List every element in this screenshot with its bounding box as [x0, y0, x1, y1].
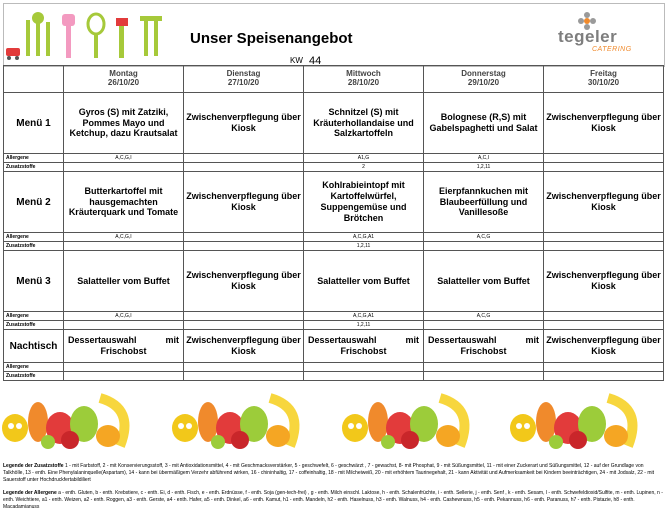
menu-row: [4, 251, 664, 312]
additive-cell: [544, 242, 664, 251]
day-header: Montag 26/10/20: [64, 66, 184, 93]
menu-row: [4, 172, 664, 233]
week-number: 44: [309, 55, 322, 67]
allergen-row: [4, 312, 664, 321]
legend: [3, 463, 663, 517]
allergen-cell: A,C,G,A1: [304, 233, 424, 242]
allergen-label: Allergene: [4, 233, 64, 242]
additive-cell: [184, 163, 304, 172]
dessert-label: Nachtisch: [4, 330, 64, 363]
dish-cell: Salatteller vom Buffet: [304, 251, 424, 312]
dessert-cell: Dessertauswahl mit Frischobst: [304, 330, 424, 363]
brand-logo: [558, 12, 664, 56]
page-title: Unser Speisenangebot: [190, 30, 353, 47]
additive-cell: 2: [304, 163, 424, 172]
allergen-label: Allergene: [4, 363, 64, 372]
week-label: KW: [290, 56, 303, 65]
additive-legend: Legende der Zusatzstoffe 1 - mit Farbstoff, 2 - mit Konservierungsstoff, 3 - mit Antioxidationsmittel, 4 - mit Geschmacksverstärker, 5 - geschwefelt, 6 - geschwärzt , 7 - gewachst, 8- mit Phosphat, 9 - mit Süßungsmittel, 11 - mit einer Zuckerart und Süßungsmittel, 12 - auf der Grundlage von Talkhölle, 13 - enth. Eine Phenylalaninquelle(Aspartam), 14 - kann bei übermäßigem Verzehr abführend wirken, 16 - chininhaltig, 17 - coffeinhaltig, 18 - mit Milcheiweiß, 20 - mit erhöhtem Taurinegehalt, 21 - kann Aktivität und Aufmerksamkeit bei Kindern beeinträchtigen, 24 - mit Jodsalz, 22 - mit Sauerstoff unter Hochdruckfertabildiliert: [3, 463, 654, 483]
additive-row: [4, 163, 664, 172]
additive-cell: [64, 242, 184, 251]
day-header-row: [4, 66, 664, 93]
allergen-cell: [184, 233, 304, 242]
additive-row: [4, 372, 664, 381]
day-header: Dienstag 27/10/20: [184, 66, 304, 93]
additive-cell: 1,2,11: [304, 242, 424, 251]
allergen-cell: A,C,G: [424, 233, 544, 242]
fruit-characters-icon: [340, 388, 490, 450]
dish-cell: Eierpfannkuchen mit Blaubeerfüllung und Vanillesoße: [424, 172, 544, 233]
menu-label: Menü 3: [4, 251, 64, 312]
dish-cell: Zwischenverpflegung über Kiosk: [544, 172, 664, 233]
dessert-cell: Zwischenverpflegung über Kiosk: [184, 330, 304, 363]
allergen-cell: [544, 233, 664, 242]
allergen-cell: [184, 312, 304, 321]
additive-label: Zusatzstoffe: [4, 163, 64, 172]
additive-label: Zusatzstoffe: [4, 321, 64, 330]
dish-cell: Zwischenverpflegung über Kiosk: [184, 93, 304, 154]
menu-label: Menü 2: [4, 172, 64, 233]
dish-cell: Gyros (S) mit Zatziki, Pommes Mayo und Ketchup, dazu Krautsalat: [64, 93, 184, 154]
dish-cell: Bolognese (R,S) mit Gabelspaghetti und Salat: [424, 93, 544, 154]
day-header: Donnerstag 29/10/20: [424, 66, 544, 93]
header: [3, 3, 665, 67]
allergen-cell: A,C,G,I: [64, 154, 184, 163]
additive-cell: [544, 321, 664, 330]
allergen-cell: A,C,G,I: [64, 233, 184, 242]
allergen-cell: A,C,I: [424, 154, 544, 163]
allergen-row: [4, 233, 664, 242]
additive-row: [4, 321, 664, 330]
corner-cell: [4, 66, 64, 93]
day-header: Mittwoch 28/10/20: [304, 66, 424, 93]
additive-cell: [424, 321, 544, 330]
dish-cell: Zwischenverpflegung über Kiosk: [184, 172, 304, 233]
dessert-cell: Zwischenverpflegung über Kiosk: [544, 330, 664, 363]
additive-label: Zusatzstoffe: [4, 242, 64, 251]
allergen-cell: A,C,G,I: [64, 312, 184, 321]
allergen-row: [4, 363, 664, 372]
additive-cell: [184, 321, 304, 330]
brand-subtitle: CATERING: [592, 46, 632, 53]
dish-cell: Salatteller vom Buffet: [424, 251, 544, 312]
additive-cell: 1,2,11: [424, 163, 544, 172]
allergen-label: Allergene: [4, 154, 64, 163]
menu-label: Menü 1: [4, 93, 64, 154]
menu-table: [3, 65, 664, 381]
fruit-characters-icon: [170, 388, 320, 450]
allergen-cell: [184, 154, 304, 163]
fruit-characters-icon: [508, 388, 658, 450]
dish-cell: Zwischenverpflegung über Kiosk: [544, 93, 664, 154]
allergen-legend: Legende der Allergene a - enth. Gluten, b - enth. Krebstiere, c - enth. Ei, d - enth. Fisch, e - enth. Erdnüsse, f - enth. Soja (gen-tech-frei) , g - enth. Milch einschl. Laktose, h - enth. Schalenfrüchte, i - enth. Sellerie, j - enth. Senf , k - enth. Sesam, l - enth. Schwefeldioxid/Sulfite, m - enth. Lupinen, n - enth. Weichtiere, a1 - enth. Weizen, a2 - enth. Roggen, a3 - enth. Gerste, a4 - enth. Hafer, a5 - enth. Dinkel, a6 - enth. Kamut, h1 - enth. Mandeln, h2 - enth. Haselnuss, h3 - enth. Walnuss, h4 - enth. Cashewnuss, h5 - enth. Pekannuss, h6 - enth. Paranuss, h7 - enth. Pistazie, h8 - enth. Macadamianuss: [3, 490, 663, 510]
allergen-cell: A1,G: [304, 154, 424, 163]
dessert-cell: Dessertauswahl mit Frischobst: [64, 330, 184, 363]
dessert-cell: Dessertauswahl mit Frischobst: [424, 330, 544, 363]
additive-cell: [184, 242, 304, 251]
additive-label: Zusatzstoffe: [4, 372, 64, 381]
allergen-cell: A,C,G,A1: [304, 312, 424, 321]
additive-cell: [64, 163, 184, 172]
additive-cell: [544, 163, 664, 172]
additive-row: [4, 242, 664, 251]
allergen-cell: [544, 312, 664, 321]
fruit-characters-icon: [0, 388, 150, 450]
dish-cell: Zwischenverpflegung über Kiosk: [544, 251, 664, 312]
allergen-cell: [544, 154, 664, 163]
menu-row: [4, 93, 664, 154]
allergen-cell: A,C,G: [424, 312, 544, 321]
additive-cell: [64, 321, 184, 330]
brand-name: tegeler: [558, 27, 618, 46]
dish-cell: Butterkartoffel mit hausgemachten Kräuterquark und Tomate: [64, 172, 184, 233]
dish-cell: Kohlrabieintopf mit Kartoffelwürfel, Suppengemüse und Brötchen: [304, 172, 424, 233]
day-header: Freitag 30/10/20: [544, 66, 664, 93]
additive-cell: 1,2,11: [304, 321, 424, 330]
allergen-label: Allergene: [4, 312, 64, 321]
dish-cell: Schnitzel (S) mit Kräuterhollandaise und Salzkartoffeln: [304, 93, 424, 154]
dessert-row: [4, 330, 664, 363]
dish-cell: Salatteller vom Buffet: [64, 251, 184, 312]
cutlery-characters-logo-icon: [6, 10, 181, 62]
dish-cell: Zwischenverpflegung über Kiosk: [184, 251, 304, 312]
allergen-row: [4, 154, 664, 163]
additive-cell: [424, 242, 544, 251]
